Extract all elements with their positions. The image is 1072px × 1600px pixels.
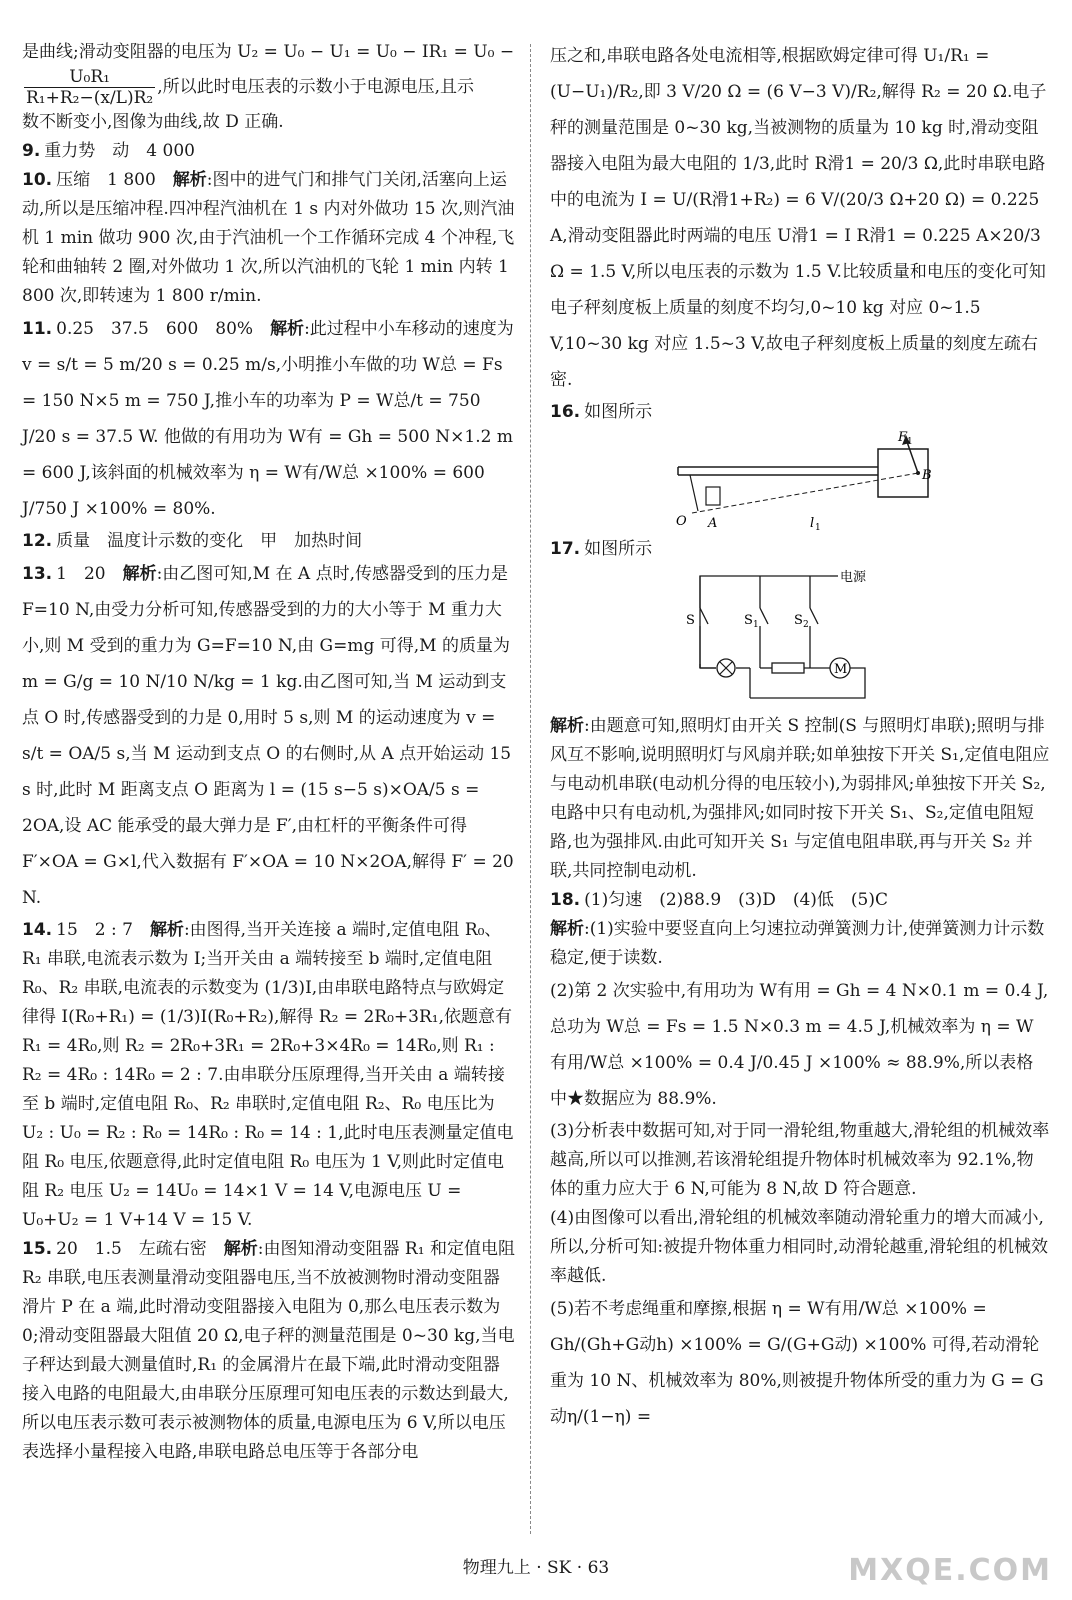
q17-jiexi-label: 解析 — [550, 716, 584, 736]
q18-part4: (4)由图像可以看出,滑轮组的机械效率随动滑轮重力的增大而减小,所以,分析可知:被提升物体重力相同时,动滑轮越重,滑轮组的机械效率越低. — [550, 1208, 1048, 1286]
circuit-figure — [686, 568, 910, 708]
q14-explanation: :由图得,当开关连接 a 端时,定值电阻 R₀、R₁ 串联,电流表示数为 I;当开关由 a 端转接至 b 端时,定值电阻 R₀、R₂ 串联,电流表的示数变为 (1/3)I,由串联电路特点与欧姆定律得 I(R₀+R₁) = (1/3)I(R₀+R₂),解得 R₂ = 2R₀+3R₁,依题意有 R₁ = 4R₀,则 R₂ = 2R₀+3R₁ = 2R₀+3×4R₀ = 14R₀,则 R₁ : R₂ = 4R₀ : 14R₀ = 2 : 7.由串联分压原理得,当开关由 a 端转接至 b 端时,定值电阻 R₀、R₂ 串联时,定值电阻 R₂、R₀ 电压比为 U₂ : U₀ = R₂ : R₀ = 14R₀ : R₀ = 14 : 1,此时电压表测量定值电阻 R₀ 电压,依题意得,此时定值电阻 R₀ 电压为 1 V,则此时定值电阻 R₂ 电压 U₂ = 14U₀ = 14×1 V = 14 V,电源电压 U = U₀+U₂ = 1 V+14 V = 15 V. — [22, 920, 514, 1230]
q11 — [22, 311, 516, 527]
left-column — [22, 38, 516, 1467]
label-f1-sub: 1 — [907, 437, 913, 447]
q14-number: 14. — [22, 920, 53, 940]
q18-answer: (1)匀速 (2)88.9 (3)D (4)低 (5)C — [584, 890, 889, 910]
q11-jiexi-label: 解析 — [270, 319, 305, 339]
q17-explanation-text: :由题意可知,照明灯由开关 S 控制(S 与照明灯串联);照明与排风互不影响,说明照明灯与风扇并联;如单独按下开关 S₁,定值电阻应与电动机串联(电动机分得的电压较小),为弱排风;单独按下开关 S₂,电路中只有电动机,为强排风;如同时按下开关 S₁、S₂,定值电阻短路,也为强排风.由此可知开关 S₁ 与定值电阻串联,再与开关 S₂ 并联,共同控制电动机. — [550, 716, 1050, 881]
q11-answer: 0.25 37.5 600 80% — [56, 319, 254, 339]
q10 — [22, 166, 516, 311]
q18-part3: (3)分析表中数据可知,对于同一滑轮组,物重越大,滑轮组的机械效率越高,所以可以推测,若该滑轮组提升物体时机械效率为 92.1%,物体的重力应大于 6 N,可能为 8 N,故 D 符合题意. — [550, 1121, 1050, 1199]
q10-number: 10. — [22, 170, 53, 190]
label-b: B — [922, 468, 932, 483]
q9-answer: 重力势 动 4 000 — [44, 141, 195, 161]
q17-explanation — [550, 712, 1050, 886]
q15-explanation: :由图知滑动变阻器 R₁ 和定值电阻 R₂ 串联,电压表测量滑动变阻器电压,当不放被测物时滑动变阻器滑片 P 在 a 端,此时滑动变阻器接入电阻为 0,那么电压表示数为 0;滑动变阻器最大阻值 20 Ω,电子秤的测量范围是 0~30 kg,当电子秤达到最大测量值时,R₁ 的金属滑片在最下端,此时滑动变阻器接入电路的电阻最大,由串联分压原理可知电压表的示数达到最大,所以电压表示数可表示被测物体的质量,电源电压为 6 V,所以电压表选择小量程接入电路,串联电路总电压等于各部分电 — [22, 1239, 515, 1462]
q14 — [22, 916, 516, 1235]
q12-number: 12. — [22, 531, 53, 551]
page-footer: 物理九上 · SK · 63 — [462, 1558, 610, 1578]
q15-answer: 20 1.5 左疏右密 — [56, 1239, 207, 1259]
q14-answer: 15 2 : 7 — [56, 920, 133, 940]
label-s1: S — [744, 613, 753, 628]
q11-explanation-b: 他做的有用功为 W有 = Gh = 500 N×1.2 m = 600 J,该斜面的机械效率为 η = W有/W总 ×100% = 600 J/750 J ×100% = 80%. — [22, 427, 513, 519]
q18-jiexi-label: 解析 — [550, 919, 584, 939]
q17 — [550, 535, 1050, 564]
label-f1: F — [898, 430, 908, 445]
q18-number: 18. — [550, 890, 581, 910]
q8-text-b: ,所以此时电压表的示数小于电源电压,且示 — [157, 77, 475, 97]
q8-frac-den: R₁+R₂−(x/L)R₂ — [26, 88, 154, 108]
q11-number: 11. — [22, 319, 53, 339]
q16 — [550, 398, 1050, 427]
label-l1-sub: 1 — [815, 523, 821, 533]
q12-answer: 质量 温度计示数的变化 甲 加热时间 — [56, 531, 363, 551]
q18-part1 — [550, 915, 1050, 973]
q8-text-a: 是曲线;滑动变阻器的电压为 U₂ = U₀ − U₁ = U₀ − IR₁ = U₀ − — [22, 42, 515, 62]
q15-continuation: 压之和,串联电路各处电流相等,根据欧姆定律可得 U₁/R₁ = (U−U₁)/R₂,即 3 V/20 Ω = (6 V−3 V)/R₂,解得 R₂ = 20 Ω.电子秤的测量范围是 0~30 kg,当被测物的质量为 10 kg 时,滑动变阻器接入电阻为最大电阻的 1/3,此时 R滑1 = 20/3 Ω,此时串联电路中的电流为 I = U/(R滑1+R₂) = 6 V/(20/3 Ω+20 Ω) = 0.225 A,滑动变阻器此时两端的电压 U滑1 = I R滑1 = 0.225 A×20/3 Ω = 1.5 V,所以电压表的示数为 1.5 V.比较质量和电压的变化可知电子秤刻度板上质量的刻度不均匀,0~10 kg 对应 0~1.5 V,10~30 kg 对应 1.5~3 V,故电子秤刻度板上质量的刻度左疏右密. — [550, 46, 1047, 390]
label-a: A — [708, 516, 718, 531]
q18-part1-text: :(1)实验中要竖直向上匀速拉动弹簧测力计,使弹簧测力计示数稳定,便于读数. — [550, 919, 1045, 968]
q18-part2: (2)第 2 次实验中,有用功为 W有用 = Gh = 4 N×0.1 m = 0.4 J,总功为 W总 = Fs = 1.5 N×0.3 m = 4.5 J,机械效率为 η = W有用/W总 ×100% = 0.4 J/0.45 J ×100% ≈ 88.9%,所以表格中★数据应为 88.9%. — [550, 981, 1049, 1109]
column-divider — [530, 44, 531, 1534]
label-s1-sub: 1 — [753, 620, 759, 630]
q14-jiexi-label: 解析 — [149, 920, 184, 940]
q8-continuation — [22, 38, 516, 137]
lever-figure — [670, 431, 930, 531]
q8-text-c: 数不断变小,图像为曲线,故 D 正确. — [22, 112, 284, 132]
q18-part5: (5)若不考虑绳重和摩擦,根据 η = W有用/W总 ×100% = Gh/(Gh+G动h) ×100% = G/(G+G动) ×100% 可得,若动滑轮重为 10 N、机械效率为 80%,则被提升物体所受的重力为 G = G动η/(1−η) = — [550, 1299, 1044, 1427]
q13-answer: 1 20 — [56, 564, 106, 584]
q15-number: 15. — [22, 1239, 53, 1259]
q13-jiexi-label: 解析 — [122, 564, 157, 584]
q11-explanation-a: :此过程中小车移动的速度为 v = s/t = 5 m/20 s = 0.25 m/s,小明推小车做的功 W总 = Fs = 150 N×5 m = 750 J,推小车的功率为 P = W总/t = 750 J/20 s = 37.5 W. — [22, 319, 514, 447]
q17-answer: 如图所示 — [584, 539, 653, 559]
q16-answer: 如图所示 — [584, 402, 653, 422]
right-column — [550, 38, 1050, 1435]
q15-jiexi-label: 解析 — [223, 1239, 258, 1259]
label-s2-sub: 2 — [803, 620, 809, 630]
label-l1: l — [810, 516, 815, 531]
motor-label: M — [834, 662, 848, 677]
q15 — [22, 1235, 516, 1467]
q17-number: 17. — [550, 539, 581, 559]
q10-explanation: :图中的进气门和排气门关闭,活塞向上运动,所以是压缩冲程.四冲程汽油机在 1 s 内对外做功 15 次,则汽油机 1 min 做功 900 次,由于汽油机一个工作循环完成 4 个冲程,飞轮和曲轴转 2 圈,对外做功 1 次,所以汽油机的飞轮 1 min 内转 1 800 次,即转速为 1 800 r/min. — [22, 170, 515, 306]
q9-number: 9. — [22, 141, 41, 161]
q13-number: 13. — [22, 564, 53, 584]
label-o: O — [676, 514, 687, 529]
q10-jiexi-label: 解析 — [172, 170, 207, 190]
q16-number: 16. — [550, 402, 581, 422]
label-s2: S — [794, 613, 803, 628]
label-s: S — [686, 613, 695, 628]
watermark: MXQE.COM — [848, 1553, 1052, 1588]
q9 — [22, 137, 516, 166]
q18 — [550, 886, 1050, 915]
label-source: 电源 — [840, 570, 867, 585]
q12 — [22, 527, 516, 556]
q13 — [22, 556, 516, 916]
q13-explanation: :由乙图可知,M 在 A 点时,传感器受到的压力是 F=10 N,由受力分析可知,传感器受到的力的大小等于 M 重力大小,则 M 受到的重力为 G=F=10 N,由 G=mg 可得,M 的质量为 m = G/g = 10 N/10 N/kg = 1 kg.由乙图可知,当 M 运动到支点 O 时,传感器受到的力是 0,用时 5 s,则 M 的运动速度为 v = s/t = OA/5 s,当 M 运动到支点 O 的右侧时,从 A 点开始运动 15 s 时,此时 M 距离支点 O 距离为 l = (15 s−5 s)×OA/5 s = 2OA,设 AC 能承受的最大弹力是 F′,由杠杆的平衡条件可得 F′×OA = G×l,代入数据有 F′×OA = 10 N×2OA,解得 F′ = 20 N. — [22, 564, 514, 908]
q10-answer: 压缩 1 800 — [56, 170, 156, 190]
q8-fraction — [24, 67, 155, 108]
q8-frac-num: U₀R₁ — [24, 67, 155, 88]
